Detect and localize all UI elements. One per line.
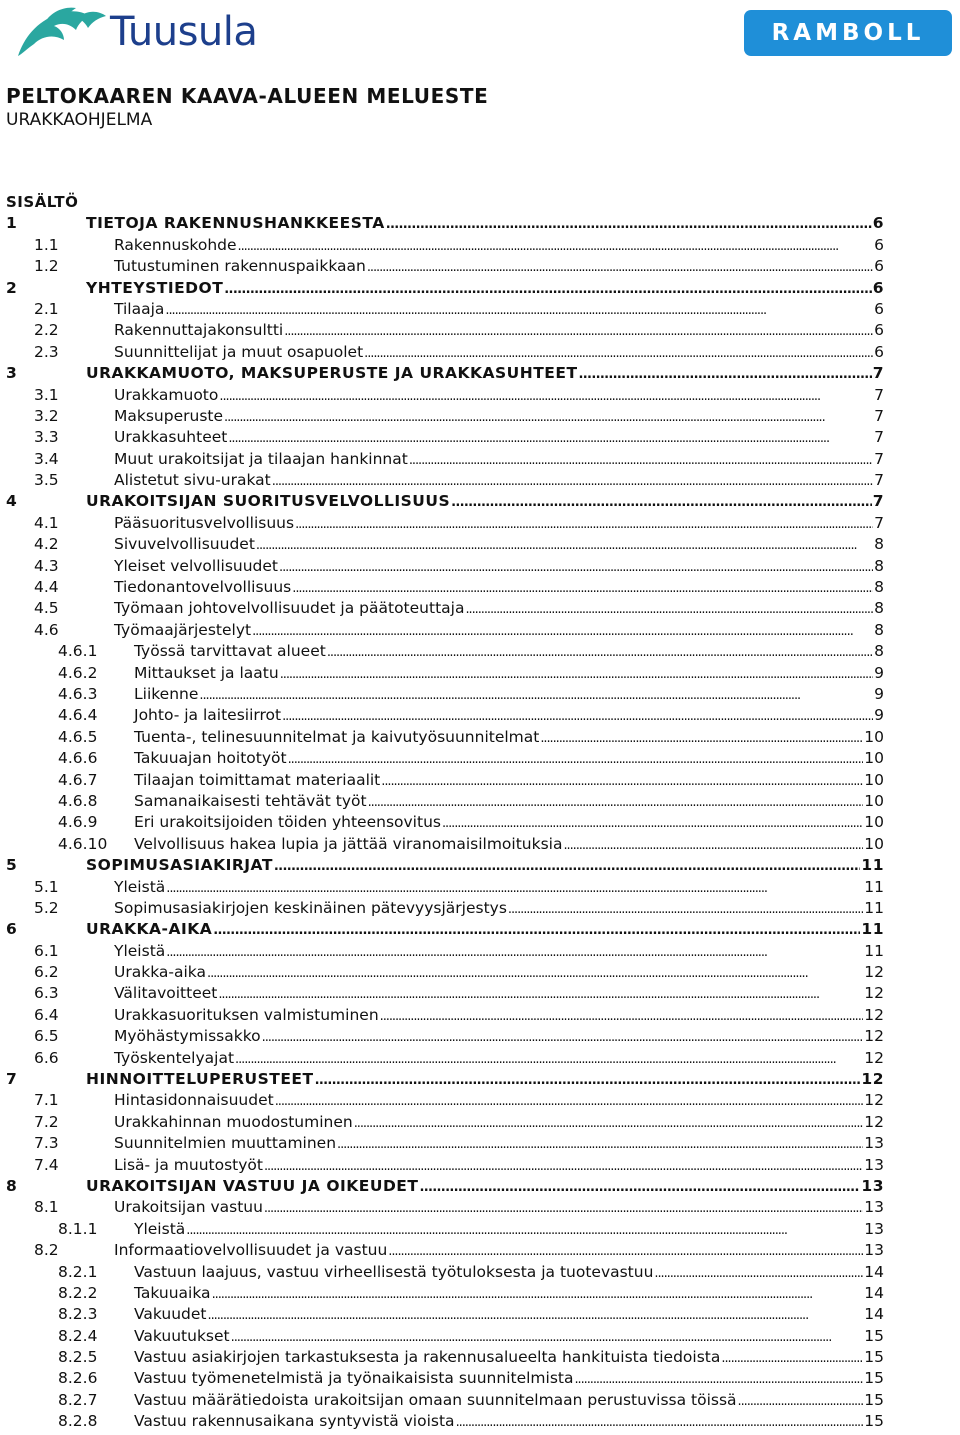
toc-dot-leader [367, 256, 873, 278]
toc-entry[interactable] [6, 278, 884, 299]
toc-entry[interactable] [6, 556, 884, 577]
toc-entry-title: Liikenne [134, 684, 199, 703]
toc-entry-number: 4 [6, 492, 18, 511]
toc-dot-leader [368, 791, 864, 813]
toc-entry-page: 6 [874, 257, 884, 276]
toc-dot-leader [292, 577, 873, 599]
toc-entry-title: Yleiset velvollisuudet [114, 556, 278, 575]
toc-entry-number: 4.6.4 [58, 706, 98, 725]
toc-entry-title: Velvollisuus hakea lupia ja jättää viranomaisilmoituksia [134, 834, 563, 853]
toc-entry-title: Vakuutukset [134, 1326, 230, 1345]
toc-entry[interactable] [6, 834, 884, 855]
toc-entry-number: 8.2.4 [58, 1326, 98, 1345]
toc-entry-number: 3 [6, 364, 18, 383]
toc-entry-title: Vastuu rakennusaikana syntyvistä vioista [134, 1412, 455, 1431]
toc-entry[interactable] [6, 513, 884, 534]
toc-dot-leader [386, 213, 872, 235]
toc-dot-leader [199, 684, 873, 706]
toc-entry-title: Suunnittelijat ja muut osapuolet [114, 342, 364, 361]
toc-entry-title: Tilaajan toimittamat materiaalit [134, 770, 381, 789]
toc-entry-number: 7.1 [34, 1091, 59, 1110]
toc-entry-title: Muut urakoitsijat ja tilaajan hankinnat [114, 449, 408, 468]
toc-dot-leader [256, 534, 873, 556]
toc-dot-leader [186, 1219, 863, 1241]
toc-entry-number: 6.2 [34, 963, 59, 982]
toc-dot-leader [264, 1197, 863, 1219]
toc-entry[interactable] [6, 1390, 884, 1411]
toc-entry-number: 3.1 [34, 385, 59, 404]
toc-entry-title: Mittaukset ja laatu [134, 663, 279, 682]
toc-entry-number: 4.6.7 [58, 770, 98, 789]
toc-entry-page: 11 [864, 898, 884, 917]
toc-entry-number: 7.4 [34, 1155, 59, 1174]
toc-entry-page: 9 [874, 706, 884, 725]
toc-entry-number: 4.1 [34, 513, 59, 532]
toc-dot-leader [327, 641, 873, 663]
toc-entry-page: 11 [861, 920, 884, 939]
toc-entry-page: 12 [864, 984, 884, 1003]
toc-entry-number: 4.3 [34, 556, 59, 575]
toc-entry-number: 6.5 [34, 1027, 59, 1046]
toc-entry-page: 14 [864, 1283, 884, 1302]
toc-entry[interactable] [6, 812, 884, 833]
toc-entry[interactable] [6, 1240, 884, 1261]
toc-dot-leader [272, 470, 873, 492]
toc-entry-title: YHTEYSTIEDOT [86, 278, 224, 297]
toc-dot-leader [381, 770, 863, 792]
toc-dot-leader [231, 1326, 864, 1348]
toc-entry[interactable] [6, 1069, 884, 1090]
toc-entry[interactable] [6, 534, 884, 555]
toc-entry-title: Eri urakoitsijoiden töiden yhteensovitus [134, 813, 441, 832]
toc-entry[interactable] [6, 385, 884, 406]
toc-entry-page: 13 [861, 1176, 884, 1195]
toc-entry-page: 8 [874, 599, 884, 618]
toc-dot-leader [212, 1283, 864, 1305]
toc-dot-leader [579, 363, 872, 385]
toc-entry-title: Välitavoitteet [114, 984, 218, 1003]
toc-entry[interactable] [6, 641, 884, 662]
toc-entry[interactable] [6, 1411, 884, 1432]
toc-entry-number: 8.2.3 [58, 1305, 98, 1324]
toc-dot-leader [166, 941, 863, 963]
toc-entry[interactable] [6, 406, 884, 427]
toc-dot-leader [252, 620, 873, 642]
toc-entry-page: 15 [864, 1348, 884, 1367]
toc-dot-leader [508, 898, 863, 920]
toc-dot-leader [388, 1240, 863, 1262]
toc-dot-leader [465, 598, 873, 620]
toc-dot-leader [218, 983, 863, 1005]
toc-entry-page: 10 [864, 749, 884, 768]
toc-entry[interactable] [6, 1326, 884, 1347]
toc-entry[interactable] [6, 299, 884, 320]
toc-entry[interactable] [6, 1197, 884, 1218]
toc-entry-page: 7 [874, 428, 884, 447]
document-title: PELTOKAAREN KAAVA-ALUEEN MELUESTE [6, 84, 489, 108]
toc-entry-number: 5.2 [34, 898, 59, 917]
toc-dot-leader [337, 1133, 863, 1155]
toc-entry-number: 5.1 [34, 877, 59, 896]
toc-entry-title: URAKKAMUOTO, MAKSUPERUSTE JA URAKKASUHTEET [86, 364, 578, 383]
toc-entry[interactable] [6, 427, 884, 448]
toc-entry-page: 15 [864, 1326, 884, 1345]
toc-dot-leader [288, 748, 864, 770]
toc-dot-leader [238, 235, 874, 257]
toc-entry[interactable] [6, 256, 884, 277]
toc-entry-page: 15 [864, 1390, 884, 1409]
ramboll-logo: RAMBOLL [744, 10, 952, 56]
toc-entry[interactable] [6, 1219, 884, 1240]
toc-entry-title: Samanaikaisesti tehtävät työt [134, 791, 367, 810]
toc-entry-number: 4.6.5 [58, 727, 98, 746]
toc-entry-page: 12 [861, 1070, 884, 1089]
toc-entry-number: 3.2 [34, 406, 59, 425]
toc-entry-title: Suunnitelmien muuttaminen [114, 1134, 337, 1153]
toc-entry-number: 4.6.2 [58, 663, 98, 682]
toc-entry-page: 12 [864, 1112, 884, 1131]
toc-entry-title: Rakennuskohde [114, 235, 237, 254]
toc-entry[interactable] [6, 470, 884, 491]
toc-entry[interactable] [6, 342, 884, 363]
toc-entry[interactable] [6, 1048, 884, 1069]
toc-dot-leader [295, 513, 873, 535]
toc-entry[interactable] [6, 1133, 884, 1154]
toc-entry-number: 8.2.5 [58, 1348, 98, 1367]
toc-entry-number: 4.2 [34, 535, 59, 554]
toc-entry-page: 13 [864, 1198, 884, 1217]
toc-entry-title: TIETOJA RAKENNUSHANKKEESTA [86, 214, 385, 233]
toc-entry-number: 6.1 [34, 941, 59, 960]
toc-entry-title: URAKOITSIJAN SUORITUSVELVOLLISUUS [86, 492, 451, 511]
toc-entry-title: Tutustuminen rakennuspaikkaan [114, 257, 366, 276]
tuusula-logo [14, 4, 257, 60]
toc-entry-page: 10 [864, 791, 884, 810]
toc-entry[interactable] [6, 727, 884, 748]
toc-entry-number: 6 [6, 920, 18, 939]
toc-entry[interactable] [6, 1347, 884, 1368]
toc-entry-title: Takuuaika [134, 1283, 211, 1302]
toc-entry[interactable] [6, 1176, 884, 1197]
toc-dot-leader [284, 320, 873, 342]
toc-entry-page: 11 [864, 941, 884, 960]
toc-dot-leader [228, 427, 873, 449]
toc-heading: SISÄLTÖ [6, 193, 79, 211]
tuusula-leaf-icon [14, 4, 108, 60]
toc-dot-leader [315, 1069, 861, 1091]
toc-entry-title: Alistetut sivu-urakat [114, 471, 271, 490]
toc-entry-title: Sivuvelvollisuudet [114, 535, 255, 554]
toc-entry-number: 4.6.8 [58, 791, 98, 810]
toc-entry[interactable] [6, 1026, 884, 1047]
toc-entry[interactable] [6, 320, 884, 341]
toc-entry-page: 7 [874, 513, 884, 532]
toc-entry-title: Urakkahinnan muodostuminen [114, 1112, 353, 1131]
toc-entry[interactable] [6, 1283, 884, 1304]
toc-dot-leader [380, 1005, 864, 1027]
toc-entry-page: 12 [864, 1005, 884, 1024]
toc-entry-title: Takuuajan hoitotyöt [134, 749, 287, 768]
toc-entry-title: Vastuu määrätiedoista urakoitsijan omaan suunnitelmaan perustuvissa töissä [134, 1390, 737, 1409]
toc-entry-number: 7 [6, 1070, 18, 1089]
toc-dot-leader [235, 1048, 863, 1070]
toc-entry-title: Maksuperuste [114, 406, 224, 425]
toc-dot-leader [364, 342, 873, 364]
toc-entry-page: 6 [874, 342, 884, 361]
toc-entry-page: 7 [874, 406, 884, 425]
toc-entry-page: 9 [874, 684, 884, 703]
toc-entry-title: Urakka-aika [114, 963, 206, 982]
toc-list [6, 213, 884, 1432]
toc-entry-page: 8 [874, 535, 884, 554]
toc-dot-leader [224, 278, 871, 300]
toc-entry-title: Lisä- ja muutostyöt [114, 1155, 263, 1174]
table-of-contents [6, 192, 884, 1433]
toc-entry-title: Vastuu asiakirjojen tarkastuksesta ja rakennusalueelta hankituista tiedoista [134, 1348, 721, 1367]
toc-entry-number: 3.5 [34, 471, 59, 490]
toc-entry[interactable] [6, 983, 884, 1004]
toc-entry-title: Vastuu työmenetelmistä ja työnaikaisista suunnitelmista [134, 1369, 574, 1388]
toc-dot-leader [721, 1347, 863, 1369]
toc-entry[interactable] [6, 620, 884, 641]
toc-dot-leader [219, 385, 873, 407]
toc-entry[interactable] [6, 684, 884, 705]
toc-dot-leader [451, 491, 872, 513]
toc-entry-number: 1 [6, 214, 18, 233]
toc-entry-page: 15 [864, 1412, 884, 1431]
toc-entry-page: 10 [864, 770, 884, 789]
toc-dot-leader [419, 1176, 860, 1198]
toc-entry-number: 4.6.10 [58, 834, 108, 853]
toc-dot-leader [409, 449, 873, 471]
toc-entry-page: 13 [864, 1241, 884, 1260]
toc-entry-page: 11 [861, 856, 884, 875]
toc-entry-title: Yleistä [114, 941, 166, 960]
toc-entry-page: 13 [864, 1134, 884, 1153]
toc-entry[interactable] [6, 962, 884, 983]
toc-entry-title: Informaatiovelvollisuudet ja vastuu [114, 1241, 388, 1260]
toc-entry-title: Vastuun laajuus, vastuu virheellisestä työtuloksesta ja tuotevastuu [134, 1262, 654, 1281]
toc-entry-page: 6 [874, 299, 884, 318]
toc-entry-title: SOPIMUSASIAKIRJAT [86, 856, 273, 875]
toc-entry-number: 4.6.6 [58, 749, 98, 768]
toc-dot-leader [207, 962, 863, 984]
toc-entry-number: 8.2.6 [58, 1369, 98, 1388]
toc-entry-page: 7 [874, 449, 884, 468]
toc-entry[interactable] [6, 1112, 884, 1133]
toc-entry-page: 6 [872, 214, 884, 233]
toc-entry-page: 7 [874, 385, 884, 404]
toc-entry-number: 8.2 [34, 1241, 59, 1260]
toc-entry-page: 14 [864, 1305, 884, 1324]
toc-entry-page: 10 [864, 813, 884, 832]
toc-entry-page: 7 [872, 364, 884, 383]
toc-entry-title: URAKOITSIJAN VASTUU JA OIKEUDET [86, 1176, 419, 1195]
toc-entry[interactable] [6, 598, 884, 619]
toc-entry-page: 8 [874, 642, 884, 661]
toc-entry-title: Urakkasuhteet [114, 428, 228, 447]
toc-entry-page: 7 [872, 492, 884, 511]
toc-entry-page: 6 [874, 235, 884, 254]
toc-entry[interactable] [6, 1262, 884, 1283]
toc-entry-title: Vakuudet [134, 1305, 207, 1324]
toc-entry-page: 7 [874, 471, 884, 490]
toc-entry-page: 8 [874, 620, 884, 639]
toc-entry-number: 8.2.1 [58, 1262, 98, 1281]
toc-entry-number: 4.5 [34, 599, 59, 618]
toc-dot-leader [654, 1262, 863, 1284]
toc-dot-leader [574, 1368, 863, 1390]
toc-entry-number: 7.2 [34, 1112, 59, 1131]
toc-entry[interactable] [6, 1090, 884, 1111]
toc-entry-number: 6.3 [34, 984, 59, 1003]
toc-entry-number: 3.4 [34, 449, 59, 468]
toc-entry-number: 2.2 [34, 321, 59, 340]
toc-entry[interactable] [6, 663, 884, 684]
toc-dot-leader [274, 855, 861, 877]
toc-dot-leader [166, 877, 863, 899]
toc-entry-title: Myöhästymissakko [114, 1027, 261, 1046]
toc-dot-leader [738, 1390, 864, 1412]
toc-entry-title: Yleistä [134, 1219, 186, 1238]
toc-entry-title: Työmaan johtovelvollisuudet ja päätoteuttaja [114, 599, 465, 618]
toc-entry-number: 2.1 [34, 299, 59, 318]
toc-dot-leader [264, 1155, 863, 1177]
toc-dot-leader [279, 556, 873, 578]
toc-entry-title: Työssä tarvittavat alueet [134, 642, 326, 661]
toc-entry[interactable] [6, 1005, 884, 1026]
toc-entry-page: 12 [864, 1091, 884, 1110]
toc-entry-number: 5 [6, 856, 18, 875]
toc-entry[interactable] [6, 855, 884, 876]
toc-entry[interactable] [6, 1304, 884, 1325]
toc-dot-leader [282, 705, 873, 727]
toc-entry[interactable] [6, 705, 884, 726]
toc-entry[interactable] [6, 1155, 884, 1176]
document-subtitle: URAKKAOHJELMA [6, 110, 153, 130]
toc-entry-title: Johto- ja laitesiirrot [134, 706, 282, 725]
toc-entry-title: Tuenta-, telinesuunnitelmat ja kaivutyösuunnitelmat [134, 727, 540, 746]
toc-entry[interactable] [6, 491, 884, 512]
toc-entry-number: 4.6.9 [58, 813, 98, 832]
toc-entry-number: 4.4 [34, 578, 59, 597]
toc-entry-title: URAKKA-AIKA [86, 920, 213, 939]
toc-entry-page: 10 [864, 727, 884, 746]
toc-entry-title: Tiedonantovelvollisuus [114, 578, 292, 597]
toc-entry[interactable] [6, 449, 884, 470]
toc-entry-page: 13 [864, 1155, 884, 1174]
toc-entry[interactable] [6, 363, 884, 384]
toc-dot-leader [280, 663, 873, 685]
toc-entry[interactable] [6, 213, 884, 234]
toc-entry-number: 1.1 [34, 235, 59, 254]
toc-entry-title: HINNOITTELUPERUSTEET [86, 1070, 314, 1089]
toc-entry-number: 7.3 [34, 1134, 59, 1153]
toc-dot-leader [442, 812, 863, 834]
toc-entry-page: 6 [874, 321, 884, 340]
toc-entry-number: 8.2.7 [58, 1390, 98, 1409]
toc-entry-number: 8.2.2 [58, 1283, 98, 1302]
toc-dot-leader [224, 406, 873, 428]
toc-entry-title: Sopimusasiakirjojen keskinäinen pätevyysjärjestys [114, 898, 507, 917]
tuusula-logo-text: Tuusula [110, 9, 258, 55]
toc-entry-title: Hintasidonnaisuudet [114, 1091, 274, 1110]
toc-entry-title: Työmaajärjestelyt [114, 620, 252, 639]
toc-entry-title: Tilaaja [114, 299, 165, 318]
toc-dot-leader [354, 1112, 864, 1134]
toc-dot-leader [275, 1090, 864, 1112]
toc-dot-leader [213, 919, 860, 941]
toc-entry[interactable] [6, 898, 884, 919]
toc-entry[interactable] [6, 748, 884, 769]
toc-entry-page: 9 [874, 663, 884, 682]
toc-entry-number: 8.1 [34, 1198, 59, 1217]
toc-entry[interactable] [6, 577, 884, 598]
toc-entry-number: 2 [6, 278, 18, 297]
toc-entry-page: 12 [864, 1048, 884, 1067]
toc-entry-page: 8 [874, 578, 884, 597]
toc-entry-number: 8 [6, 1176, 18, 1195]
toc-entry-number: 6.4 [34, 1005, 59, 1024]
toc-dot-leader [540, 727, 863, 749]
toc-entry-title: Työskentelyajat [114, 1048, 235, 1067]
toc-entry-page: 6 [872, 278, 884, 297]
toc-entry-title: Urakkamuoto [114, 385, 219, 404]
toc-entry-page: 12 [864, 1027, 884, 1046]
toc-entry[interactable] [6, 919, 884, 940]
toc-dot-leader [208, 1304, 864, 1326]
toc-entry-title: Urakoitsijan vastuu [114, 1198, 263, 1217]
toc-entry-number: 2.3 [34, 342, 59, 361]
toc-entry-page: 14 [864, 1262, 884, 1281]
toc-entry[interactable] [6, 877, 884, 898]
toc-entry-number: 4.6 [34, 620, 59, 639]
toc-entry-number: 3.3 [34, 428, 59, 447]
toc-entry[interactable] [6, 1368, 884, 1389]
toc-dot-leader [262, 1026, 864, 1048]
toc-entry-page: 13 [864, 1219, 884, 1238]
toc-entry-number: 6.6 [34, 1048, 59, 1067]
toc-entry-page: 12 [864, 963, 884, 982]
page-header [0, 0, 960, 70]
toc-entry-number: 4.6.1 [58, 642, 98, 661]
toc-entry-number: 1.2 [34, 257, 59, 276]
toc-dot-leader [456, 1411, 864, 1433]
toc-entry[interactable] [6, 791, 884, 812]
toc-entry-title: Urakkasuorituksen valmistuminen [114, 1005, 379, 1024]
toc-entry-title: Pääsuoritusvelvollisuus [114, 513, 295, 532]
toc-entry-title: Yleistä [114, 877, 166, 896]
document-title-block [6, 84, 488, 132]
toc-dot-leader [165, 299, 873, 321]
toc-entry-title: Rakennuttajakonsultti [114, 321, 284, 340]
toc-dot-leader [563, 834, 863, 856]
toc-entry-number: 8.2.8 [58, 1412, 98, 1431]
toc-entry[interactable] [6, 235, 884, 256]
toc-entry-number: 8.1.1 [58, 1219, 98, 1238]
toc-entry-number: 4.6.3 [58, 684, 98, 703]
toc-entry-page: 15 [864, 1369, 884, 1388]
toc-entry[interactable] [6, 770, 884, 791]
toc-entry-page: 8 [874, 556, 884, 575]
toc-entry[interactable] [6, 941, 884, 962]
toc-entry-page: 11 [864, 877, 884, 896]
toc-entry-page: 10 [864, 834, 884, 853]
